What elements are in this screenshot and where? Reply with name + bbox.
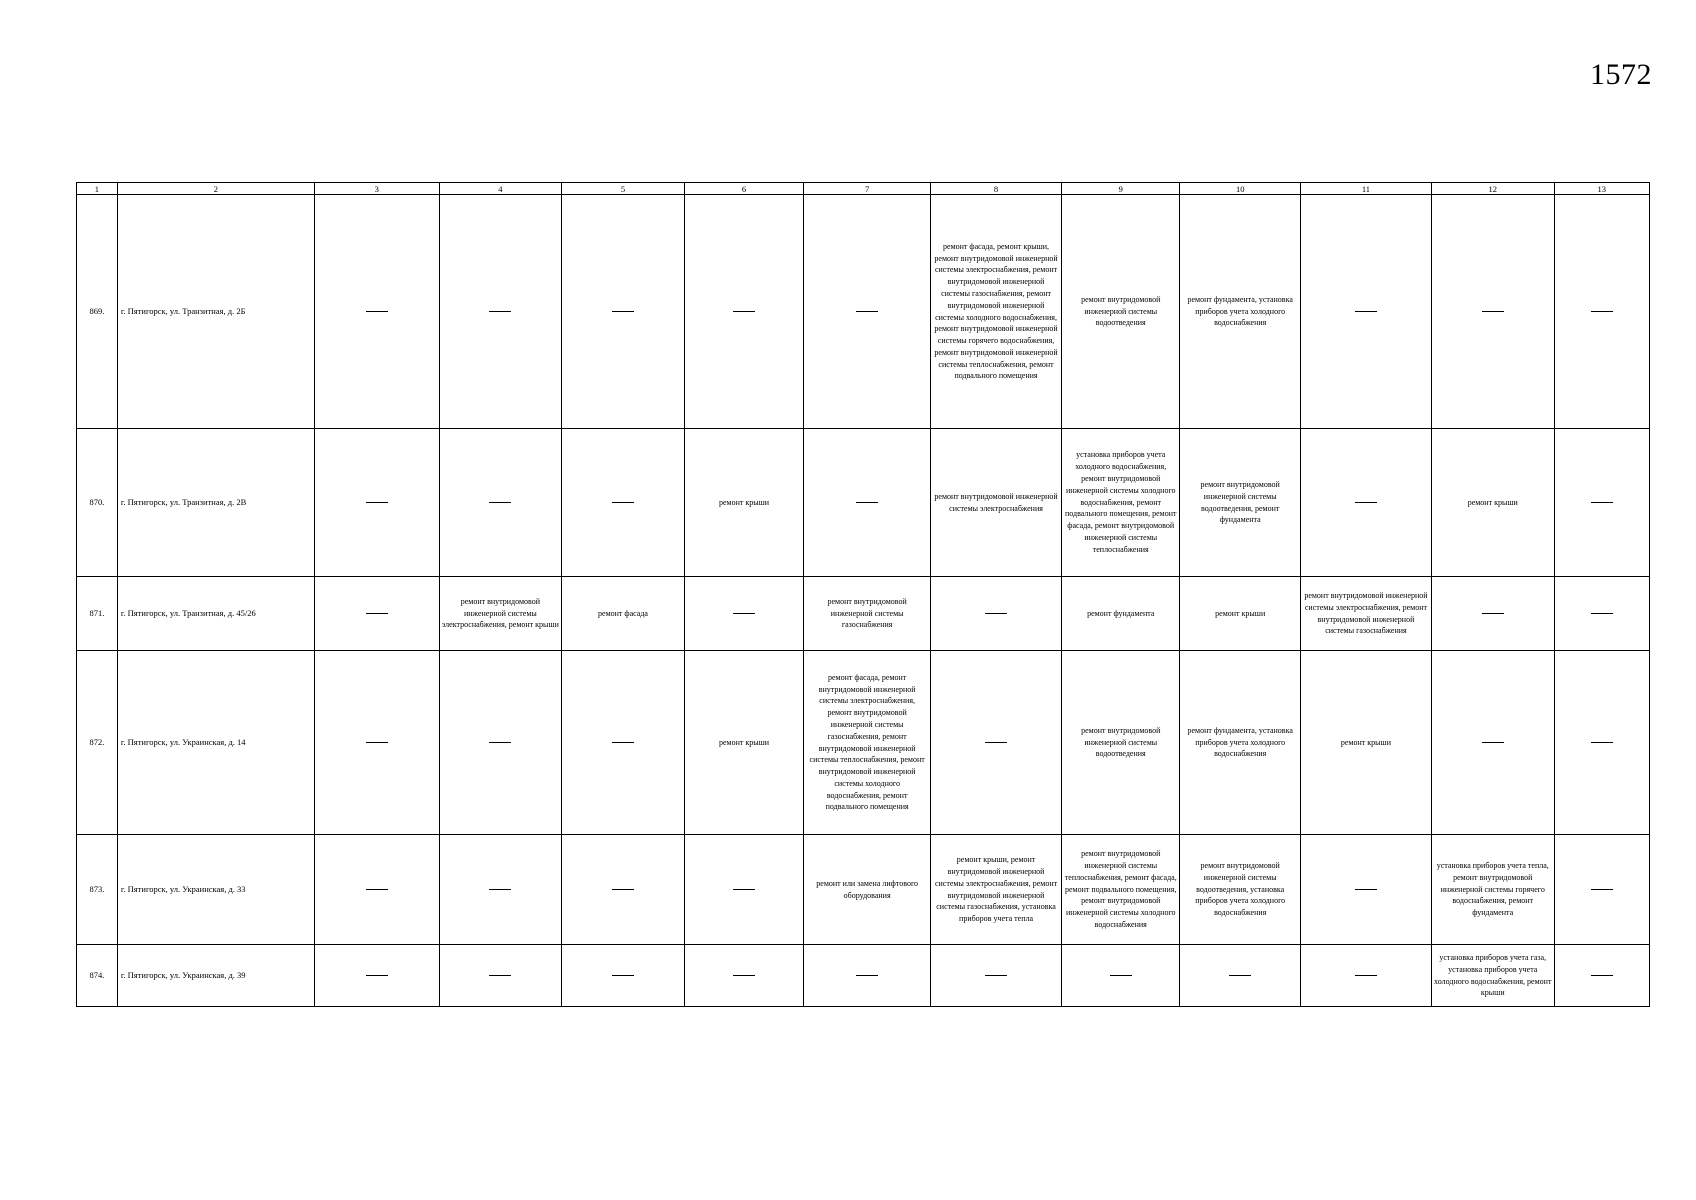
dash-mark (1229, 975, 1251, 976)
column-header-13: 13 (1554, 183, 1649, 195)
empty-dash-cell (1180, 945, 1301, 1007)
empty-dash-cell (804, 945, 931, 1007)
work-type-cell (439, 577, 562, 651)
empty-dash-cell (1300, 835, 1431, 945)
dash-mark (1355, 975, 1377, 976)
empty-dash-cell (314, 195, 439, 429)
address-cell: г. Пятигорск, ул. Украинская, д. 33 (117, 835, 314, 945)
row-number: 872. (77, 651, 118, 835)
work-type-cell (1300, 577, 1431, 651)
empty-dash-cell (1431, 651, 1554, 835)
work-type-cell (804, 835, 931, 945)
dash-mark (856, 502, 878, 503)
dash-mark (1482, 311, 1504, 312)
dash-mark (856, 311, 878, 312)
empty-dash-cell (1554, 651, 1649, 835)
dash-mark (733, 889, 755, 890)
work-type-text: ремонт внутридомовой инженерной системы электроснабжения (934, 491, 1058, 513)
table-row (77, 945, 1650, 1007)
registry-sheet (76, 182, 1650, 1007)
dash-mark (612, 311, 634, 312)
column-header-3: 3 (314, 183, 439, 195)
empty-dash-cell (439, 835, 562, 945)
dash-mark (366, 975, 388, 976)
page-number: 1572 (1590, 58, 1652, 91)
dash-mark (1591, 975, 1613, 976)
work-type-text: ремонт внутридомовой инженерной системы водоотведения, ремонт фундамента (1200, 479, 1280, 525)
dash-mark (1591, 889, 1613, 890)
column-number-header-row (77, 183, 1650, 195)
empty-dash-cell (439, 195, 562, 429)
work-type-text: ремонт фасада, ремонт внутридомовой инженерной системы электроснабжения, ремонт внутридомовой инженерной системы газоснабжения, ремонт внутридомовой инженерной системы теплоснабжения, ремонт внутридомовой инженерной системы холодного водоснабжения, ремонт подвального помещения (809, 672, 925, 812)
column-header-9: 9 (1062, 183, 1180, 195)
empty-dash-cell (562, 195, 685, 429)
work-type-text: ремонт фундамента, установка приборов учета холодного водоснабжения (1187, 294, 1293, 328)
dash-mark (733, 613, 755, 614)
dash-mark (612, 975, 634, 976)
work-type-text: ремонт фундамента (1087, 608, 1155, 618)
dash-mark (612, 502, 634, 503)
column-header-1: 1 (77, 183, 118, 195)
dash-mark (1355, 502, 1377, 503)
dash-mark (489, 975, 511, 976)
table-row (77, 429, 1650, 577)
work-type-text: установка приборов учета тепла, ремонт внутридомовой инженерной системы горячего водоснабжения, ремонт фундамента (1436, 861, 1549, 918)
work-type-cell (1431, 429, 1554, 577)
work-type-text: ремонт крыши (718, 497, 770, 507)
work-type-text: ремонт фасада (598, 608, 648, 618)
work-type-text: ремонт крыши (1215, 608, 1266, 618)
work-type-text: ремонт или замена лифтового оборудования (816, 878, 919, 900)
work-type-text: ремонт крыши (1340, 737, 1391, 747)
work-type-text: ремонт внутридомовой инженерной системы водоотведения (1081, 294, 1161, 328)
work-type-cell (804, 577, 931, 651)
dash-mark (366, 742, 388, 743)
dash-mark (1355, 311, 1377, 312)
address-cell: г. Пятигорск, ул. Украинская, д. 14 (117, 651, 314, 835)
empty-dash-cell (684, 835, 803, 945)
dash-mark (1591, 502, 1613, 503)
dash-mark (489, 742, 511, 743)
empty-dash-cell (314, 429, 439, 577)
work-type-cell (931, 429, 1062, 577)
work-type-cell (1180, 195, 1301, 429)
dash-mark (612, 742, 634, 743)
work-type-cell (1062, 651, 1180, 835)
row-number: 871. (77, 577, 118, 651)
work-type-text: ремонт внутридомовой инженерной системы водоотведения (1081, 725, 1161, 759)
column-header-12: 12 (1431, 183, 1554, 195)
repair-schedule-table (76, 182, 1650, 1007)
empty-dash-cell (1554, 429, 1649, 577)
empty-dash-cell (684, 577, 803, 651)
work-type-cell (931, 835, 1062, 945)
dash-mark (366, 502, 388, 503)
work-type-cell (1062, 577, 1180, 651)
empty-dash-cell (562, 835, 685, 945)
work-type-text: ремонт внутридомовой инженерной системы электроснабжения, ремонт внутридомовой инженерной системы газоснабжения (1304, 590, 1428, 636)
work-type-cell (1062, 429, 1180, 577)
column-header-5: 5 (562, 183, 685, 195)
empty-dash-cell (1300, 945, 1431, 1007)
address-cell: г. Пятигорск, ул. Транзитная, д. 45/26 (117, 577, 314, 651)
empty-dash-cell (314, 651, 439, 835)
dash-mark (985, 975, 1007, 976)
empty-dash-cell (562, 429, 685, 577)
work-type-text: ремонт крыши (1467, 497, 1518, 507)
dash-mark (489, 311, 511, 312)
table-row (77, 835, 1650, 945)
empty-dash-cell (439, 429, 562, 577)
table-row (77, 195, 1650, 429)
row-number: 874. (77, 945, 118, 1007)
table-row (77, 651, 1650, 835)
empty-dash-cell (804, 429, 931, 577)
table-row (77, 577, 1650, 651)
dash-mark (1482, 742, 1504, 743)
work-type-text: установка приборов учета холодного водоснабжения, ремонт внутридомовой инженерной системы холодного водоснабжения, ремонт подвального помещения, ремонт фасада, ремонт внутридомовой инженерной системы теплоснабжения (1064, 450, 1177, 554)
dash-mark (1482, 613, 1504, 614)
empty-dash-cell (1554, 577, 1649, 651)
empty-dash-cell (931, 651, 1062, 835)
empty-dash-cell (314, 945, 439, 1007)
empty-dash-cell (1300, 195, 1431, 429)
row-number: 873. (77, 835, 118, 945)
work-type-cell (1062, 835, 1180, 945)
empty-dash-cell (1431, 195, 1554, 429)
empty-dash-cell (1300, 429, 1431, 577)
dash-mark (1591, 742, 1613, 743)
work-type-text: ремонт внутридомовой инженерной системы теплоснабжения, ремонт фасада, ремонт подвального помещения, ремонт внутридомовой инженерной системы холодного водоснабжения (1064, 849, 1177, 929)
work-type-cell (1180, 429, 1301, 577)
work-type-text: ремонт внутридомовой инженерной системы газоснабжения (827, 596, 907, 630)
empty-dash-cell (439, 651, 562, 835)
dash-mark (1355, 889, 1377, 890)
dash-mark (985, 742, 1007, 743)
work-type-text: установка приборов учета газа, установка приборов учета холодного водоснабжения, ремонт крыши (1434, 952, 1552, 998)
work-type-text: ремонт внутридомовой инженерной системы водоотведения, установка приборов учета холодного водоснабжения (1195, 861, 1286, 918)
address-cell: г. Пятигорск, ул. Украинская, д. 39 (117, 945, 314, 1007)
work-type-cell (1300, 651, 1431, 835)
work-type-text: ремонт внутридомовой инженерной системы электроснабжения, ремонт крыши (441, 596, 559, 630)
dash-mark (1110, 975, 1132, 976)
work-type-cell (684, 651, 803, 835)
empty-dash-cell (562, 945, 685, 1007)
work-type-cell (1431, 835, 1554, 945)
address-cell: г. Пятигорск, ул. Транзитная, д. 2Б (117, 195, 314, 429)
empty-dash-cell (931, 577, 1062, 651)
empty-dash-cell (684, 945, 803, 1007)
dash-mark (733, 311, 755, 312)
address-cell: г. Пятигорск, ул. Транзитная, д. 2В (117, 429, 314, 577)
empty-dash-cell (1554, 945, 1649, 1007)
dash-mark (1591, 311, 1613, 312)
work-type-text: ремонт фасада, ремонт крыши, ремонт внутридомовой инженерной системы электроснабжения, ремонт внутридомовой инженерной системы газоснабжения, ремонт внутридомовой инженерной системы холодного водоснабжения, ремонт внутридомовой инженерной системы горячего водоснабжения, ремонт внутридомовой инженерной системы теплоснабжения, ремонт подвального помещения (934, 241, 1058, 381)
dash-mark (366, 311, 388, 312)
row-number: 870. (77, 429, 118, 577)
column-header-11: 11 (1300, 183, 1431, 195)
dash-mark (489, 502, 511, 503)
empty-dash-cell (684, 195, 803, 429)
dash-mark (489, 889, 511, 890)
empty-dash-cell (439, 945, 562, 1007)
work-type-cell (931, 195, 1062, 429)
column-header-6: 6 (684, 183, 803, 195)
empty-dash-cell (1554, 835, 1649, 945)
dash-mark (366, 613, 388, 614)
column-header-10: 10 (1180, 183, 1301, 195)
empty-dash-cell (804, 195, 931, 429)
dash-mark (612, 889, 634, 890)
work-type-cell (1062, 195, 1180, 429)
work-type-cell (1180, 835, 1301, 945)
empty-dash-cell (1062, 945, 1180, 1007)
empty-dash-cell (931, 945, 1062, 1007)
work-type-text: ремонт крыши, ремонт внутридомовой инженерной системы электроснабжения, ремонт внутридомовой инженерной системы газоснабжения, установка приборов учета тепла (934, 855, 1058, 924)
empty-dash-cell (562, 651, 685, 835)
work-type-cell (562, 577, 685, 651)
empty-dash-cell (314, 835, 439, 945)
work-type-cell (1431, 945, 1554, 1007)
dash-mark (1591, 613, 1613, 614)
column-header-8: 8 (931, 183, 1062, 195)
dash-mark (366, 889, 388, 890)
dash-mark (733, 975, 755, 976)
work-type-cell (1180, 651, 1301, 835)
empty-dash-cell (1431, 577, 1554, 651)
work-type-cell (804, 651, 931, 835)
column-header-7: 7 (804, 183, 931, 195)
column-header-4: 4 (439, 183, 562, 195)
empty-dash-cell (1554, 195, 1649, 429)
dash-mark (985, 613, 1007, 614)
column-header-2: 2 (117, 183, 314, 195)
work-type-text: ремонт крыши (718, 737, 770, 747)
work-type-cell (684, 429, 803, 577)
row-number: 869. (77, 195, 118, 429)
work-type-cell (1180, 577, 1301, 651)
empty-dash-cell (314, 577, 439, 651)
table-body (77, 195, 1650, 1007)
work-type-text: ремонт фундамента, установка приборов учета холодного водоснабжения (1187, 725, 1293, 759)
dash-mark (856, 975, 878, 976)
